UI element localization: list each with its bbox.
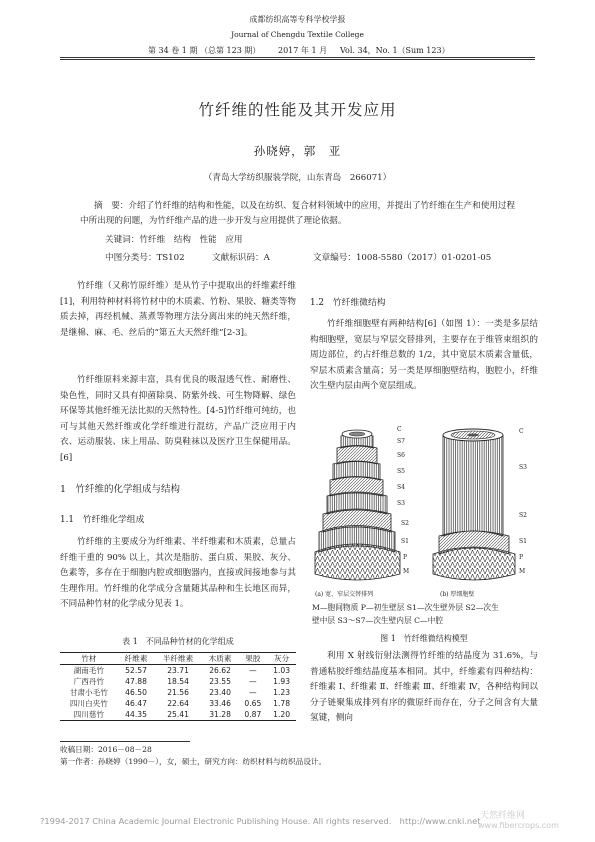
table-1 — [60, 652, 296, 721]
table-cell: 18.54 — [167, 677, 189, 686]
label-s1: S1 — [401, 538, 409, 545]
section-1-heading: 1 竹纤维的化学组成与结构 — [60, 484, 181, 495]
header-rule-2 — [60, 59, 535, 60]
label-b-m: M — [519, 568, 526, 575]
paper-title: 竹纤维的性能及其开发应用 — [198, 101, 397, 119]
label-c: C — [397, 426, 402, 433]
footnote-rule — [60, 741, 190, 742]
table-cell: — — [249, 677, 257, 686]
label-s7: S7 — [397, 438, 405, 445]
label-b-c: C — [519, 428, 524, 435]
label-s6: S6 — [397, 452, 405, 459]
figure-1-legend-2: 壁中层 S3～S7—次生壁内层 C—中腔 — [312, 616, 444, 625]
watermark-cn: 天然纤维网 — [480, 811, 526, 821]
section-1-1-heading: 1.1 竹纤维化学组成 — [60, 515, 145, 525]
table-cell: — — [249, 688, 257, 697]
table-header-cell: 木质素 — [208, 654, 232, 663]
chemical-composition-table — [60, 652, 296, 721]
table-row — [60, 665, 296, 677]
table-row — [60, 687, 296, 698]
table-row — [60, 676, 296, 687]
table-header-cell: 纤维素 — [124, 654, 148, 663]
table-cell: 31.28 — [209, 710, 231, 719]
abstract: 摘 要：介绍了竹纤维的结构和性能，以及在纺织、复合材料领域中的应用，并提出了竹纤维在生产和使用过程中所出现的问题，为竹纤维产品的进一步开发与应用提供了理论依据。 — [80, 201, 516, 226]
table-cell: 1.20 — [273, 710, 291, 719]
issue-date: 2017 年 1 月 — [278, 46, 328, 55]
table-cell: 23.71 — [167, 666, 189, 675]
watermark-url: www.fibercrops.com — [478, 821, 559, 830]
table-cell: — — [249, 666, 257, 675]
table-cell: 甘肃小毛竹 — [69, 688, 108, 697]
figure-1-title: 图 1 竹纤维微结构模型 — [380, 634, 468, 643]
label-s4: S4 — [397, 484, 405, 491]
table-cell: 1.78 — [273, 699, 291, 708]
header-rule — [60, 57, 535, 58]
label-s2: S2 — [401, 520, 409, 527]
table-cell: 0.65 — [244, 699, 262, 708]
figure-1a-caption: (a) 宽、窄层交替排列 — [315, 591, 374, 598]
table-cell: 1.93 — [273, 677, 291, 686]
table-cell: 46.50 — [125, 688, 147, 697]
issue-en: Vol. 34，No. 1（Sum 123） — [340, 46, 450, 55]
table-cell: 23.55 — [209, 677, 231, 686]
label-m: M — [403, 568, 410, 575]
table-cell: 52.57 — [125, 666, 147, 675]
table-cell: 四川慈竹 — [73, 710, 105, 719]
table-cell: 26.62 — [209, 666, 231, 675]
keywords: 关键词：竹纤维 结构 性能 应用 — [105, 235, 243, 245]
table-header-row — [60, 653, 296, 665]
table-cell: 22.64 — [167, 699, 189, 708]
label-p: P — [403, 554, 408, 561]
journal-name-cn: 成都纺织高等专科学校学报 — [249, 15, 346, 24]
copyright-line: ?1994-2017 China Academic Journal Electronic Publishing House. All rights reserved. http://www.cnki.net — [40, 816, 481, 826]
table-cell: 1.03 — [273, 666, 291, 675]
issue-cn: 第 34 卷 1 期 （总第 123 期） — [148, 46, 261, 55]
table-cell: 33.46 — [209, 699, 231, 708]
intro-paragraph-1: 竹纤维（又称竹原纤维）是从竹子中提取出的纤维素纤维[1]，利用特种材料将竹材中的木质素、竹粉、果胶、糖类等物质去掉，再经机械、蒸煮等物理方法分离出来的纯天然纤维，是继棉、麻、毛、丝后的“第五大天然纤维”[2-3]。 — [60, 281, 296, 338]
table-header-cell: 灰分 — [274, 654, 290, 663]
table-cell: 46.47 — [125, 699, 147, 708]
clc-number: 中图分类号：TS102 — [105, 253, 185, 263]
label-b-s3: S3 — [519, 464, 527, 471]
table-cell: 湖南毛竹 — [73, 666, 105, 675]
table-cell: 44.35 — [125, 710, 147, 719]
table-cell: 广西丹竹 — [73, 677, 105, 686]
section-1-3-paragraph: 利用 X 射线衍射法测得竹纤维的结晶度为 31.6%，与普通粘胶纤维结晶度基本相同。其中，纤维素有四种结构：纤维素 Ⅰ、纤维素 Ⅱ、纤维素 Ⅲ、纤维素 Ⅳ，各种结构间以分子链聚集成排列有序的微原纤而存在，分子之间含有大量氢键，侧向 — [310, 651, 538, 724]
table-cell: 0.87 — [244, 710, 262, 719]
received-date: 收稿日期：2016－08－28 — [60, 745, 152, 754]
label-s3: S3 — [397, 500, 405, 507]
article-number: 文章编号：1008-5580（2017）01-0201-05 — [313, 253, 492, 263]
table-row — [60, 709, 296, 721]
table-cell: 四川白夹竹 — [69, 699, 108, 708]
journal-name-en: Journal of Chengdu Textile College — [231, 30, 364, 39]
table-row — [60, 698, 296, 709]
figure-1a-drawing — [315, 430, 400, 580]
authors: 孙晓婷，郭 亚 — [253, 144, 342, 158]
table-cell: 1.23 — [273, 688, 291, 697]
section-1-2-paragraph: 竹纤维细胞壁有两种结构[6]（如图 1）：一类是多层结构细胞壁，宽层与窄层交替排列，主要存在于维管束组织的周边部位，约占纤维总数的 1/2，其中宽层木质素含量低，窄层木质素含量高；另一类是厚细胞壁结构，胞腔小，纤维次生壁内层由两个宽层组成。 — [310, 319, 538, 392]
table-header-cell: 果胶 — [245, 654, 261, 663]
table-header-cell: 半纤维素 — [162, 654, 194, 663]
document-code: 文献标识码：A — [212, 253, 270, 263]
table-header-cell: 竹材 — [81, 654, 97, 663]
section-1-2-heading: 1.2 竹纤维微结构 — [310, 298, 386, 308]
figure-1 — [305, 424, 545, 594]
table-cell: 47.88 — [125, 677, 147, 686]
figure-1-legend-1: M—胞间物质 P—初生壁层 S1—次生壁外层 S2—次生 — [312, 603, 499, 612]
table-cell: 21.56 — [167, 688, 189, 697]
table-cell: 25.41 — [167, 710, 189, 719]
table-1-caption: 表 1 不同品种竹材的化学组成 — [122, 637, 234, 646]
section-1-1-paragraph: 竹纤维的主要成分为纤维素、半纤维素和木质素，总量占纤维干重的 90% 以上，其次是脂肪、蛋白质、果胶、灰分、色素等，多存在于细胞内腔或细胞器内，直接或间接地参与其生理作用。竹纤维的化学成分含量随其品种和生长地区而异，不同品种竹材的化学成分见表 1。 — [60, 537, 296, 610]
author-info: 第一作者：孙晓婷（1990－），女，硕士，研究方向：纺织材料与纺织品设计。 — [60, 757, 327, 766]
label-b-p: P — [519, 554, 524, 561]
figure-1b-drawing — [433, 429, 515, 580]
label-b-s1: S1 — [519, 538, 527, 545]
intro-paragraph-2: 竹纤维原料来源丰富，具有优良的吸湿透气性、耐磨性、染色性，同时又具有抑菌除臭、防紫外线、可生物降解、绿色环保等其他纤维无法比拟的天然特性。[4-5]竹纤维可纯纺，也可与其他天然纤维或化学纤维进行混纺，产品广泛应用于内衣、运动服装、床上用品、防臭鞋袜以及医疗卫生保健用品。[6] — [60, 375, 296, 463]
table-cell: 23.40 — [209, 688, 231, 697]
label-b-s2: S2 — [519, 512, 527, 519]
figure-1b-caption: (b) 厚细胞壁 — [440, 591, 475, 598]
fiber-structure-illustration — [305, 424, 545, 594]
affiliation: （青岛大学纺织服装学院，山东青岛 266071） — [203, 173, 392, 183]
label-s5: S5 — [397, 468, 405, 475]
